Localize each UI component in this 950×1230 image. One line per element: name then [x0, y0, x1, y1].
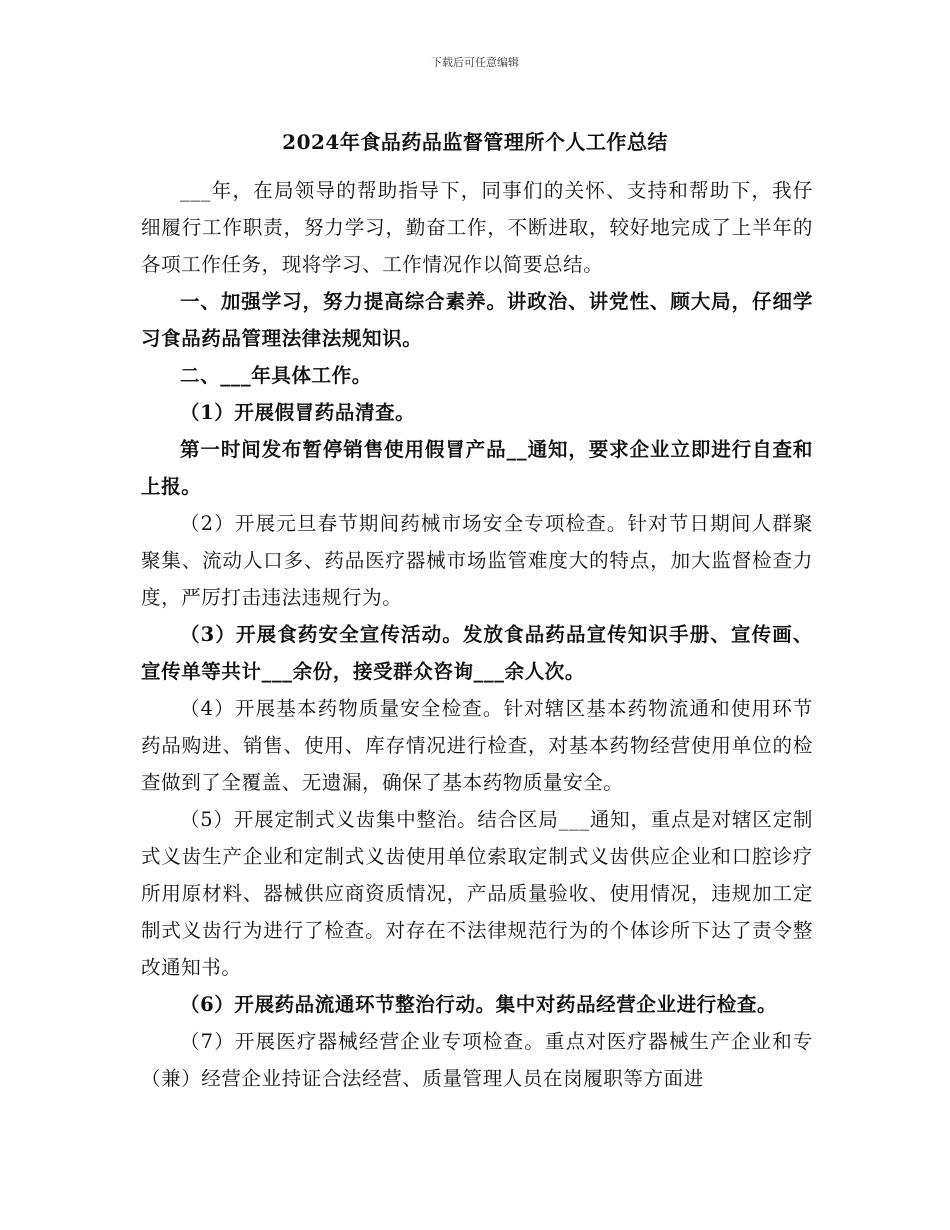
header-note: 下载后可任意编辑 — [431, 56, 519, 69]
paragraph-item-2: （2）开展元旦春节期间药械市场安全专项检查。针对节日期间人群聚聚集、流动人口多、药品医疗器械市场监管难度大的特点，加大监督检查力度，严厉打击违法违规行为。 — [141, 512, 813, 609]
paragraph-item-5: （5）开展定制式义齿集中整治。结合区局___通知，重点是对辖区定制式义齿生产企业和定制式义齿使用单位索取定制式义齿供应企业和口腔诊疗所用原材料、器械供应商资质情况，产品质量验收、使用情况，违规加工定制式义齿行为进行了检查。对存在不法律规范行为的个体诊所下达了责令整改通知书。 — [141, 808, 813, 979]
paragraph-item-3: （3）开展食药安全宣传活动。发放食品药品宣传知识手册、宣传画、宣传单等共计___余份，接受群众咨询___余人次。 — [141, 623, 813, 683]
paragraph-item-7: （7）开展医疗器械经营企业专项检查。重点对医疗器械生产企业和专（兼）经营企业持证合法经营、质量管理人员在岗履职等方面进 — [141, 1030, 813, 1090]
document-body — [141, 172, 813, 1097]
paragraph-item-1: （1）开展假冒药品清查。 — [180, 401, 416, 424]
paragraph-intro: ___年，在局领导的帮助指导下，同事们的关怀、支持和帮助下，我仔细履行工作职责，努力学习，勤奋工作，不断进取，较好地完成了上半年的各项工作任务，现将学习、工作情况作以简要总结。 — [141, 179, 813, 276]
paragraph-item-1-detail: 第一时间发布暂停销售使用假冒产品__通知，要求企业立即进行自查和上报。 — [141, 438, 813, 498]
document-title: 2024年食品药品监督管理所个人工作总结 — [282, 130, 668, 154]
paragraph-section-2: 二、___年具体工作。 — [180, 364, 372, 387]
paragraph-section-1: 一、加强学习，努力提高综合素养。讲政治、讲党性、顾大局，仔细学习食品药品管理法律法规知识。 — [141, 290, 813, 350]
paragraph-item-6: （6）开展药品流通环节整治行动。集中对药品经营企业进行检查。 — [180, 993, 778, 1016]
paragraph-item-4: （4）开展基本药物质量安全检查。针对辖区基本药物流通和使用环节药品购进、销售、使用、库存情况进行检查，对基本药物经营使用单位的检查做到了全覆盖、无遗漏，确保了基本药物质量安全。 — [141, 697, 813, 794]
